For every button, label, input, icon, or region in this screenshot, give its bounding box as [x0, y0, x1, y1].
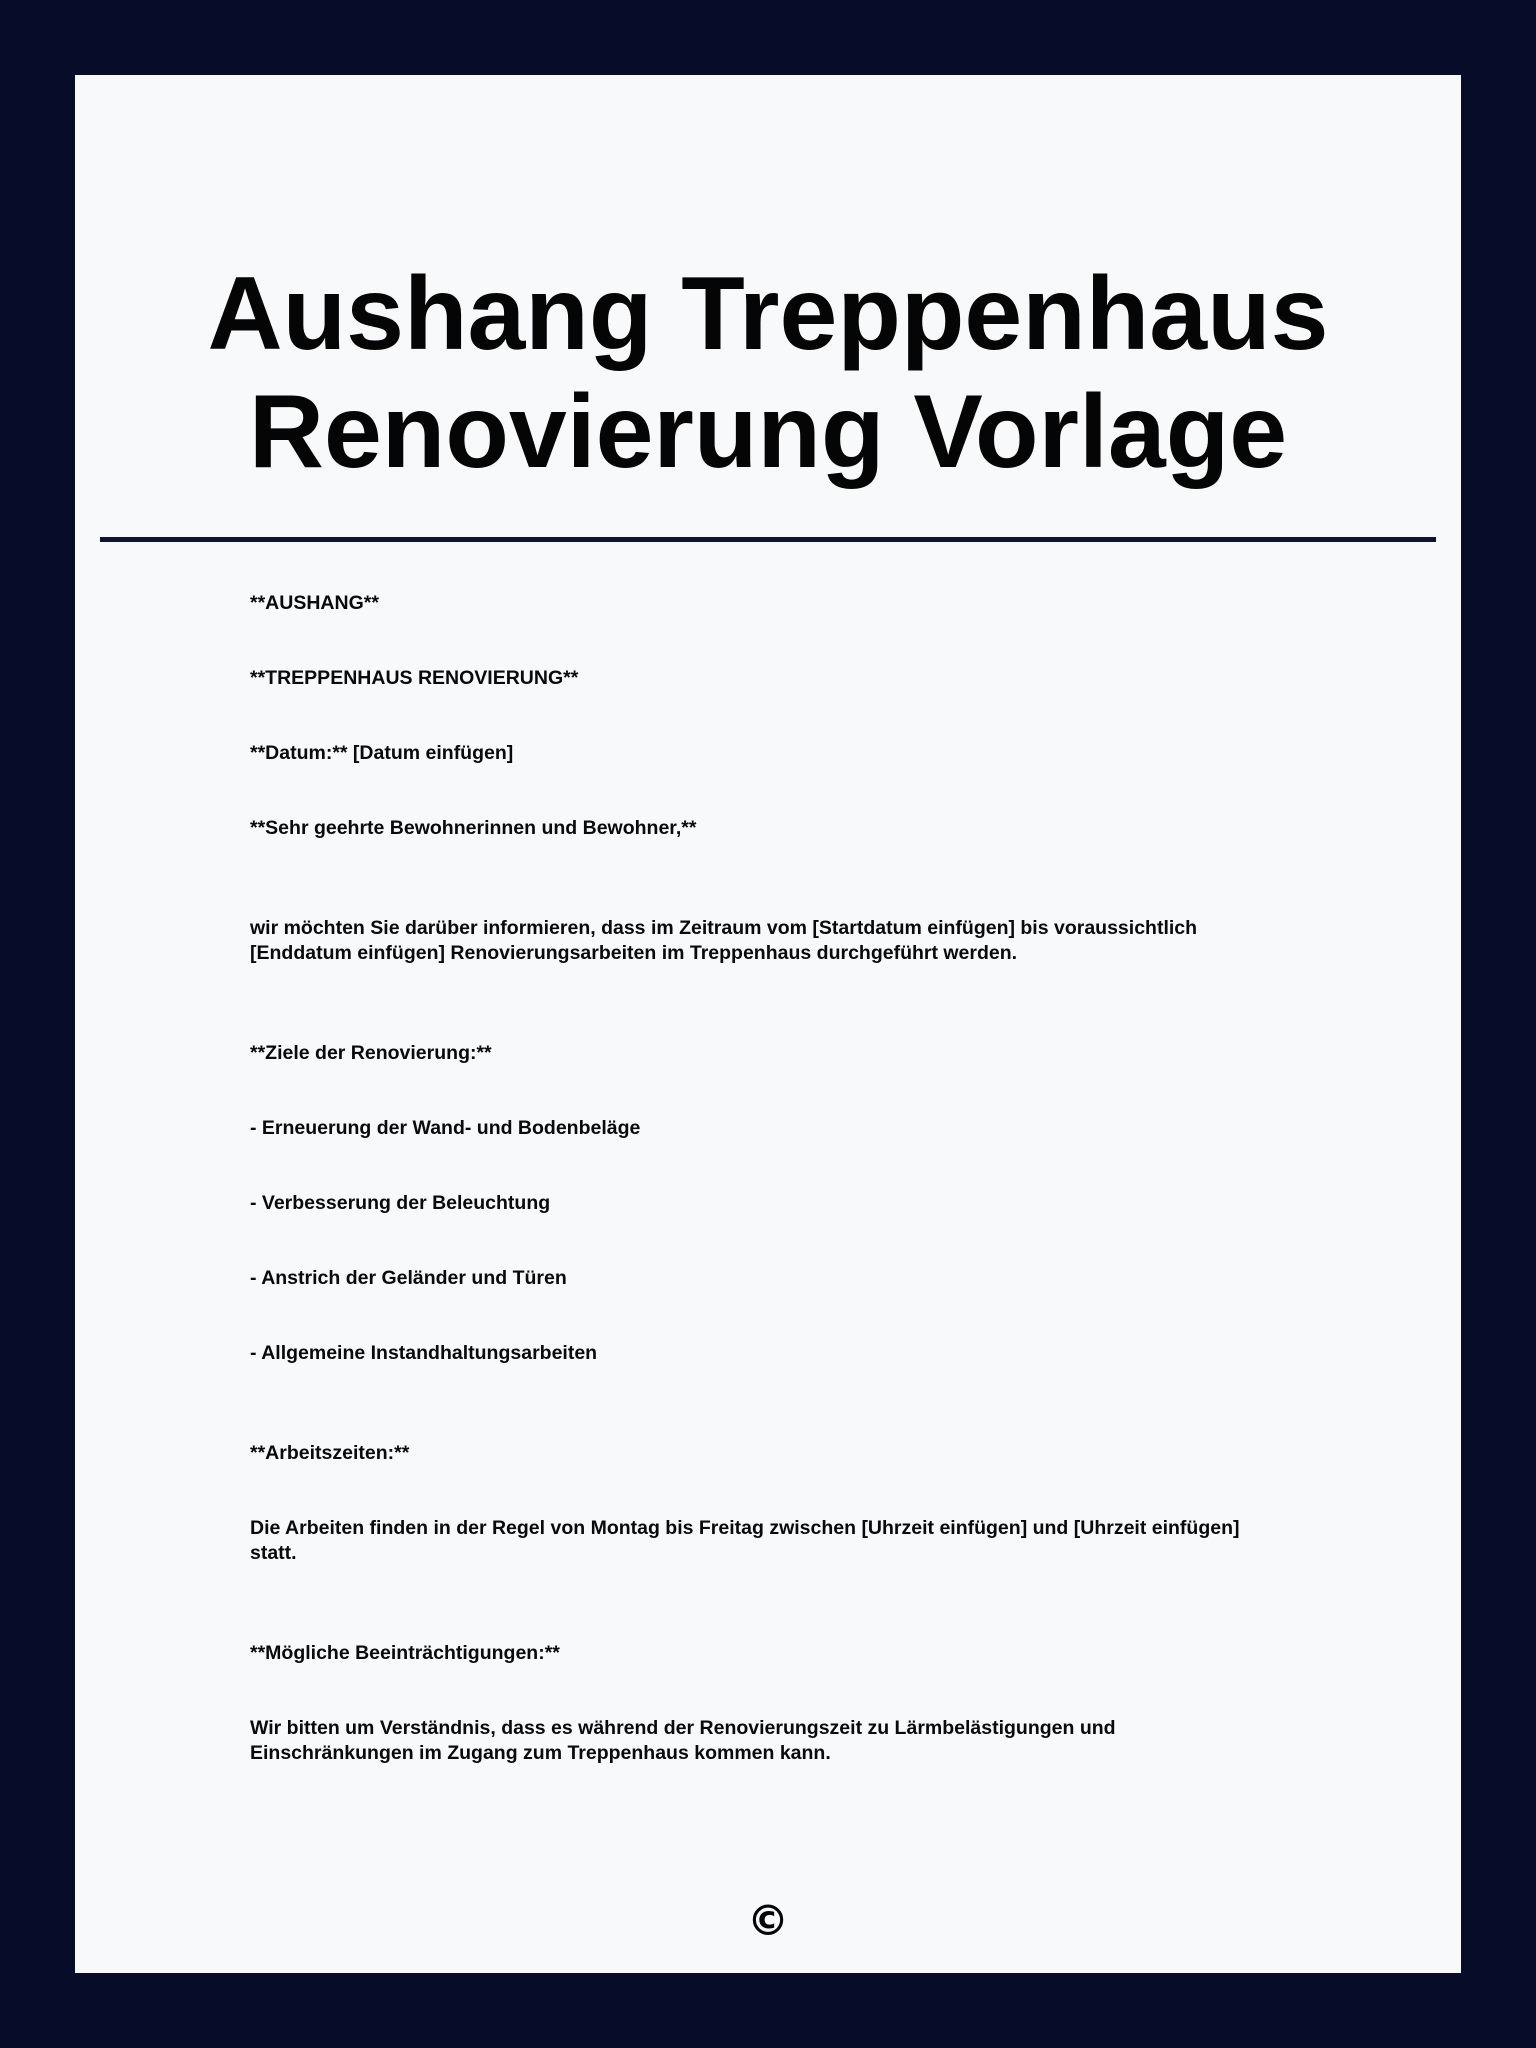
title-line-1: Aushang Treppenhaus [207, 256, 1329, 372]
page-title [75, 255, 1461, 491]
salutation: **Sehr geehrte Bewohnerinnen und Bewohner,** [250, 817, 697, 839]
title-line-2: Renovierung Vorlage [248, 374, 1288, 490]
list-item: - Erneuerung der Wand- und Bodenbeläge [250, 1117, 641, 1139]
heading-renovierung: **TREPPENHAUS RENOVIERUNG** [250, 667, 579, 689]
list-item: - Allgemeine Instandhaltungsarbeiten [250, 1342, 598, 1364]
impairments-paragraph: Wir bitten um Verständnis, dass es während der Renovierungszeit zu Lärmbelästigungen und Einschränkungen im Zugang zum Treppenhaus kommen kann. [250, 1717, 1116, 1764]
heading-aushang: **AUSHANG** [250, 592, 379, 614]
work-hours-paragraph: Die Arbeiten finden in der Regel von Montag bis Freitag zwischen [Uhrzeit einfügen] und [Uhrzeit einfügen] statt. [250, 1517, 1240, 1564]
date-line: **Datum:** [Datum einfügen] [250, 742, 514, 764]
list-item: - Verbesserung der Beleuchtung [250, 1192, 551, 1214]
title-divider [100, 537, 1436, 542]
intro-paragraph: wir möchten Sie darüber informieren, dass im Zeitraum vom [Startdatum einfügen] bis voraussichtlich [Enddatum einfügen] Renovierungsarbeiten im Treppenhaus durchgeführt werden. [250, 917, 1198, 964]
copyright-icon: © [747, 1896, 789, 1945]
document-page [75, 75, 1461, 1973]
goals-heading: **Ziele der Renovierung:** [250, 1042, 492, 1064]
list-item: - Anstrich der Geländer und Türen [250, 1267, 567, 1289]
impairments-heading: **Mögliche Beeinträchtigungen:** [250, 1642, 560, 1664]
work-hours-heading: **Arbeitszeiten:** [250, 1442, 410, 1464]
